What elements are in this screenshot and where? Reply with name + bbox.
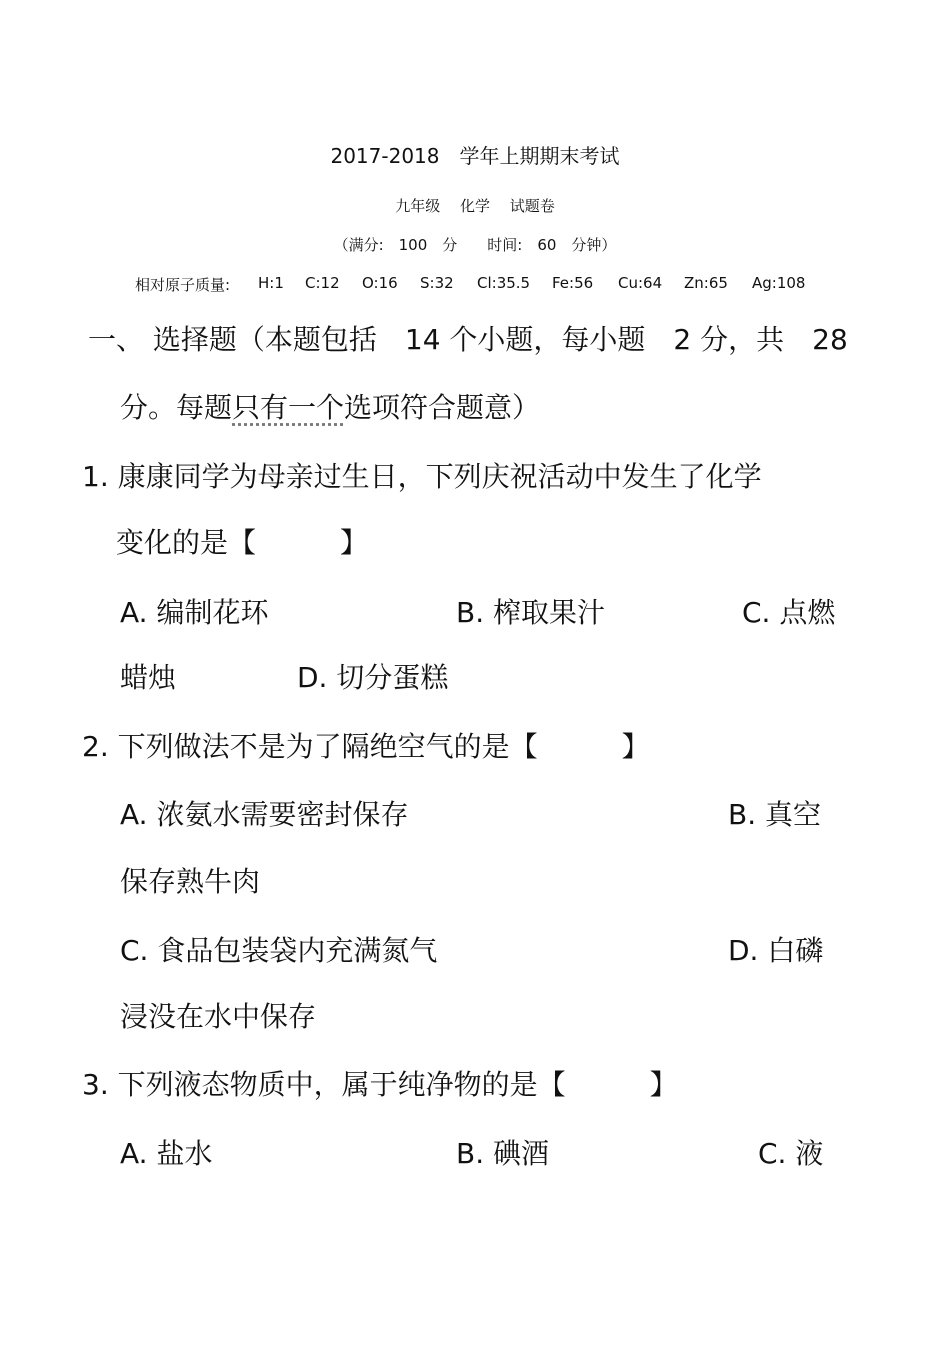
question-2-option-d: D. 白磷 (728, 934, 824, 967)
question-3-option-c: C. 液 (758, 1137, 824, 1170)
question-3-option-b: B. 碘酒 (456, 1137, 550, 1170)
atomic-mass-h: H:1 (258, 274, 284, 292)
question-2-option-b: B. 真空 (728, 798, 822, 831)
atomic-mass-zn: Zn:65 (684, 274, 728, 292)
section-heading-line2-emphasis: 只有一个 (232, 391, 345, 424)
atomic-mass-cl: Cl:35.5 (477, 274, 531, 292)
exam-subtitle: 九年级 化学 试题卷 (395, 197, 555, 215)
atomic-mass-c: C:12 (305, 274, 340, 292)
question-1-option-c-cont: 蜡烛 (120, 661, 177, 694)
question-1-option-d: D. 切分蛋糕 (297, 661, 449, 694)
section-heading-line2-post: 选项符合题意） (344, 391, 541, 424)
atomic-mass-cu: Cu:64 (618, 274, 663, 292)
question-2-line1: 2. 下列做法不是为了隔绝空气的是【 】 (82, 730, 650, 763)
atomic-mass-fe: Fe:56 (552, 274, 594, 292)
question-1-line1: 1. 康康同学为母亲过生日，下列庆祝活动中发生了化学 (82, 460, 762, 493)
atomic-mass-s: S:32 (420, 274, 454, 292)
exam-title: 2017-2018 学年上期期末考试 (330, 144, 620, 168)
question-3-option-a: A. 盐水 (120, 1137, 213, 1170)
question-1-option-b: B. 榨取果汁 (456, 596, 606, 629)
section-heading-line2-pre: 分。每题 (120, 391, 233, 424)
question-1-option-c: C. 点燃 (742, 596, 836, 629)
score-time-info: （满分: 100 分 时间: 60 分钟） (333, 236, 617, 254)
atomic-masses-label: 相对原子质量: (135, 276, 231, 294)
question-1-line2: 变化的是【 】 (116, 526, 369, 559)
question-3-line1: 3. 下列液态物质中，属于纯净物的是【 】 (82, 1068, 678, 1101)
atomic-mass-ag: Ag:108 (752, 274, 806, 292)
question-2-option-b-cont: 保存熟牛肉 (120, 865, 261, 898)
section-heading-line1: 一、 选择题（本题包括 14 个小题，每小题 2 分，共 28 (88, 323, 848, 356)
atomic-mass-o: O:16 (362, 274, 398, 292)
question-2-option-d-cont: 浸没在水中保存 (120, 1000, 317, 1033)
atomic-masses-line (135, 274, 230, 295)
section-heading-line2 (120, 386, 540, 426)
question-2-option-c: C. 食品包装袋内充满氮气 (120, 934, 438, 967)
question-1-option-a: A. 编制花环 (120, 596, 269, 629)
question-2-option-a: A. 浓氨水需要密封保存 (120, 798, 409, 831)
